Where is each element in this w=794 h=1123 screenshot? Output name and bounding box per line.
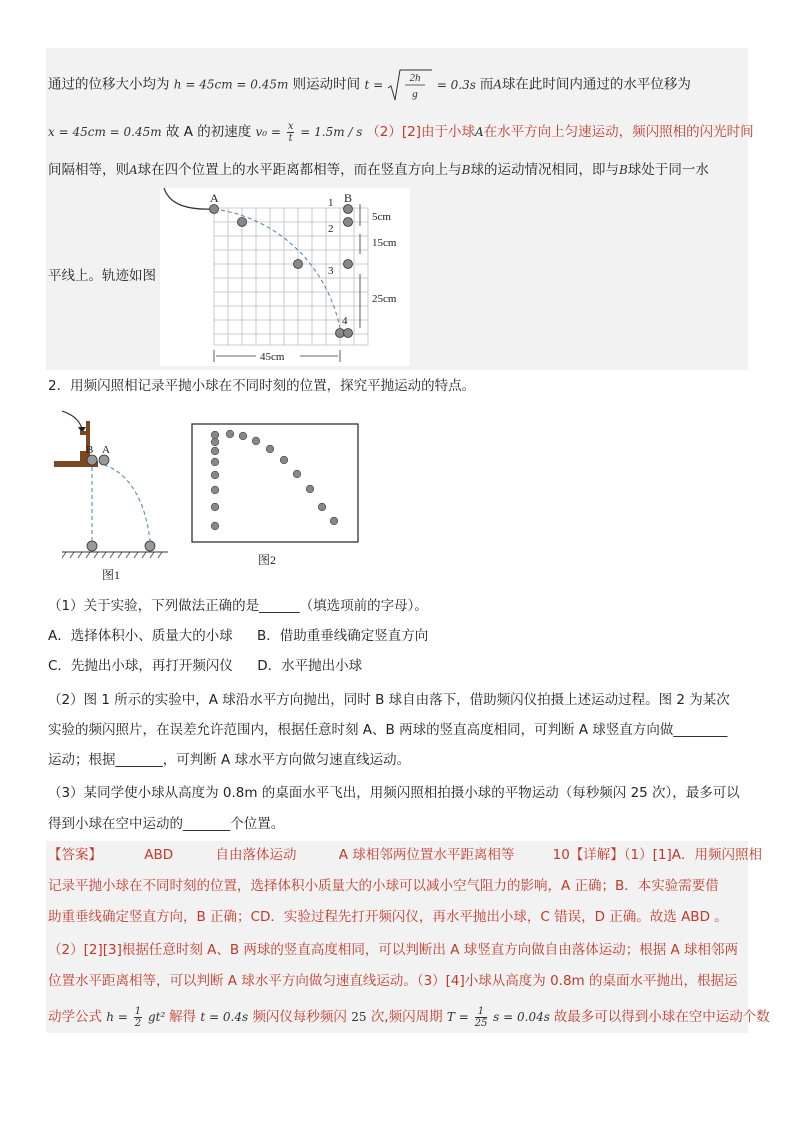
answer-line-2: 记录平抛小球在不同时刻的位置，选择体积小质量大的小球可以减小空气阻力的影响，A 正确；B．本实验需要借 (48, 878, 719, 894)
detail-tag: 【详解】 (569, 847, 624, 863)
explanation-line-4: 平线上。轨迹如图 (48, 268, 156, 284)
answer-3: A 球相邻两位置水平距离相等 (338, 847, 515, 863)
formula-period: T = $\frac{1}{25}$ s = 0.04s (446, 1006, 550, 1029)
svg-text:1: 1 (328, 197, 334, 209)
svg-text:A: A (102, 444, 110, 456)
figure1-caption: 图1 (102, 568, 121, 582)
svg-text:15cm: 15cm (372, 237, 397, 249)
svg-text:25cm: 25cm (372, 293, 397, 305)
answer-line-1: 【答案】 ABD 自由落体运动 A 球相邻两位置水平距离相等 10【详解】（1）[1]A．用频闪照相 (48, 847, 763, 863)
label-A: A (210, 191, 219, 205)
question2-part2-line1: （2）图 1 所示的实验中，A 球沿水平方向抛出，同时 B 球自由落下，借助频闪仪拍摄上述运动过程。图 2 为某次 (48, 692, 730, 708)
figure2-caption: 图2 (258, 553, 277, 567)
answer-1: ABD (144, 847, 174, 863)
sqrt-symbol (387, 68, 433, 102)
flash-photo-figure (190, 422, 362, 570)
formula-x: x = 45cm = 0.45m (48, 125, 162, 139)
question2-part3-line2: 得到小球在空中运动的_______个位置。 (48, 816, 285, 832)
explanation-line-1: 通过的位移大小均为 h = 45cm = 0.45m 则运动时间 t = 2h g = 0.3s 而A球在此时间内通过的水平位移为 (48, 68, 691, 102)
answer-line-3: 助重垂线确定竖直方向，B 正确；CD．实验过程先打开频闪仪，再水平抛出小球，C 错误，D 正确。故选 ABD 。 (48, 909, 728, 925)
apparatus-figure (50, 403, 172, 583)
svg-text:2: 2 (328, 223, 334, 235)
answer-tag: 【答案】 (48, 847, 102, 863)
formula-v0: v₀ = $\frac{x}{t}$ = 1.5m / s (255, 121, 363, 144)
svg-text:4: 4 (342, 315, 348, 327)
question2-part1: （1）关于实验，下列做法正确的是______（填选项前的字母）。 (48, 598, 428, 614)
svg-text:5cm: 5cm (372, 211, 391, 223)
explanation-line-3: 间隔相等，则A球在四个位置上的水平距离都相等，而在竖直方向上与B球的运动情况相同，即与B球处于同一水 (48, 162, 709, 178)
option-C: C．先抛出小球，再打开频闪仪 (48, 658, 233, 674)
answer-line-5: 位置水平距离相等，可以判断 A 球水平方向做匀速直线运动。（3）[4]小球从高度为 0.8m 的桌面水平抛出，根据运 (48, 973, 738, 989)
svg-text:3: 3 (328, 265, 334, 277)
options-row-1 (48, 626, 428, 646)
answer-background (46, 841, 748, 1033)
option-A: A．选择体积小、质量大的小球 (48, 628, 233, 644)
formula-h: h = 45cm = 0.45m (173, 77, 289, 92)
svg-text:B: B (86, 444, 94, 456)
option-D: D．水平抛出小球 (257, 658, 363, 674)
option-B: B．借助重垂线确定竖直方向 (257, 628, 429, 644)
trajectory-grid-figure (160, 188, 410, 366)
width-label: 45cm (260, 351, 285, 363)
answer-line-6: 动学公式 h = $\frac{1}{2}$ gt² 解得 t = 0.4s 频闪仪每秒频闪 25 次,频闪周期 T = $\frac{1}{25}$ s = 0.04s 故最多可以得到小球在空中运动个数 (48, 1006, 770, 1029)
question2-stem: 2．用频闪照相记录平抛小球在不同时刻的位置，探究平抛运动的特点。 (48, 378, 476, 394)
question2-part3-line1: （3）某同学使小球从高度为 0.8m 的桌面水平飞出，用频闪照相拍摄小球的平物运动（每秒频闪 25 次），最多可以 (48, 785, 740, 801)
formula-t: t = 2h g = 0.3s (364, 78, 479, 92)
question2-part2-line2: 实验的频闪照片，在误差允许范围内，根据任意时刻 A、B 两球的竖直高度相同，可判断 A 球竖直方向做________ (48, 722, 728, 738)
question2-part2-line3: 运动；根据_______，可判断 A 球水平方向做匀速直线运动。 (48, 752, 411, 768)
sqrt-denominator: g (412, 88, 418, 100)
answer-line-4: （2）[2][3]根据任意时刻 A、B 两球的竖直高度相同，可以判断出 A 球竖直方向做自由落体运动；根据 A 球相邻两 (48, 942, 739, 958)
label-B: B (344, 191, 353, 205)
formula-h-half-gt2: h = $\frac{1}{2}$ gt² (106, 1006, 166, 1029)
explanation-line-2: x = 45cm = 0.45m 故 A 的初速度 v₀ = $\frac{x}{t}$ = 1.5m / s （2）[2]由于小球A在水平方向上匀速运动，频闪照相的闪光时间 (48, 121, 754, 144)
sqrt-numerator: 2h (409, 72, 421, 84)
options-row-2 (48, 656, 362, 676)
answer-2: 自由落体运动 (215, 847, 297, 863)
answer-4: 10 (552, 847, 570, 863)
